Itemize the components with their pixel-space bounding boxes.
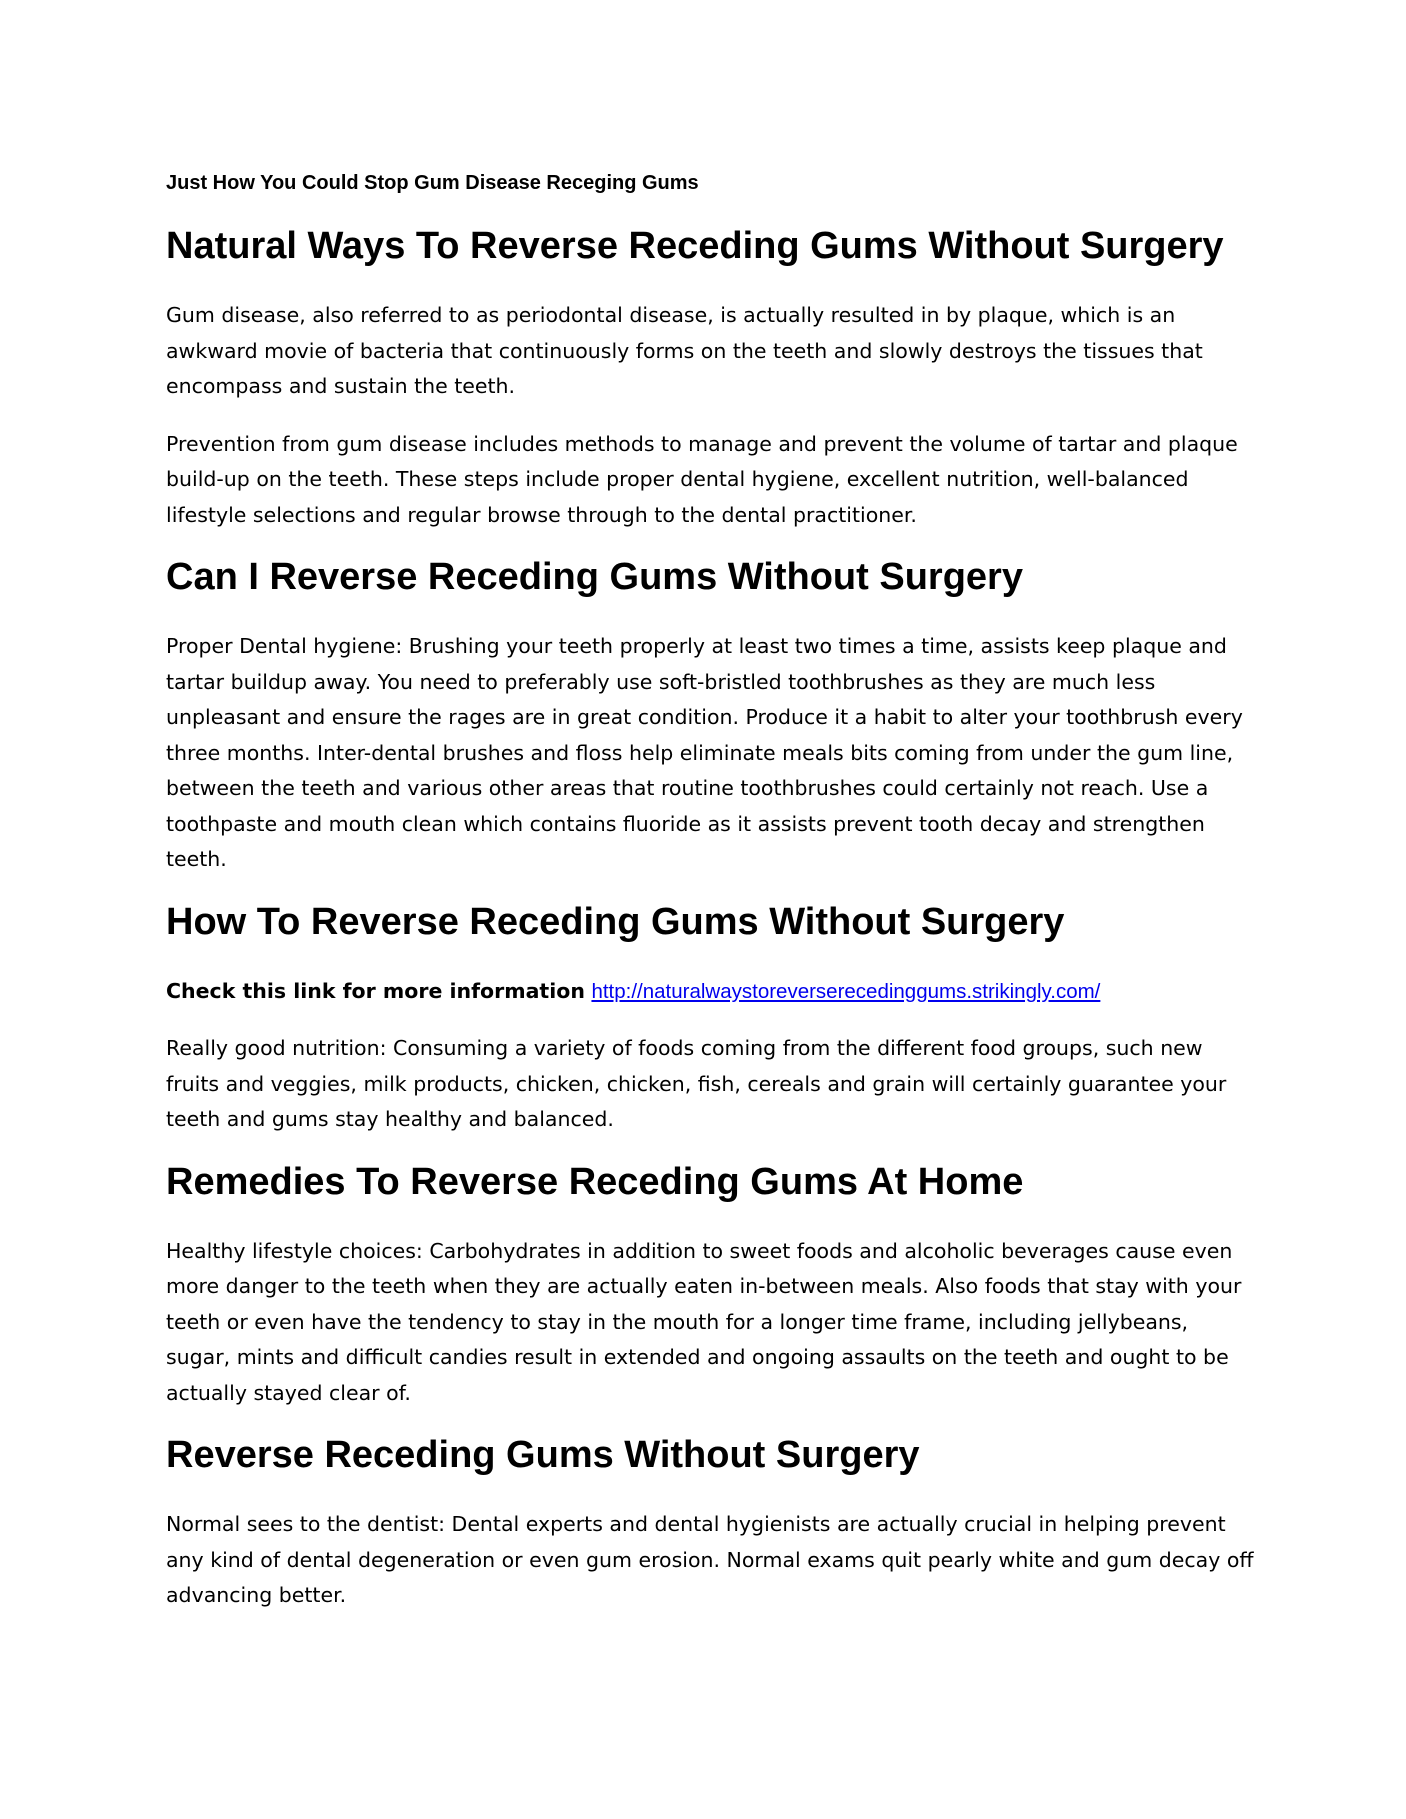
document-page: [166, 162, 1256, 1614]
info-link-lead: Check this link for more information: [166, 978, 585, 1003]
paragraph-lifestyle-choices: Healthy lifestyle choices: Carbohydrates in addition to sweet foods and alcoholic beverages cause even more danger to the teeth when they are actually eaten in-between meals. Also foods that stay with your teeth or even have the tendency to stay in the mouth for a longer time frame, including jellybeans, sugar, mints and difficult candies result in extended and ongoing assaults on the teeth and ought to be actually stayed clear of.: [166, 1238, 1242, 1405]
section-heading-remedies-at-home: Remedies To Reverse Receding Gums At Home: [166, 1160, 1024, 1203]
info-link-line: [166, 974, 1256, 1010]
section-heading-natural-ways: Natural Ways To Reverse Receding Gums Without Surgery: [166, 225, 1224, 267]
paragraph-gum-disease-intro: Gum disease, also referred to as periodontal disease, is actually resulted in by plaque, which is an awkward movie of bacteria that continuously forms on the teeth and slowly destroys the tissues that encompass and sustain the teeth.: [166, 303, 1203, 398]
section-heading-can-i-reverse: Can I Reverse Receding Gums Without Surgery: [166, 556, 1023, 598]
paragraph-prevention: Prevention from gum disease includes methods to manage and prevent the volume of tartar and plaque build-up on the teeth. These steps include proper dental hygiene, excellent nutrition, well-balanced lifestyle selections and regular browse through to the dental practitioner.: [166, 431, 1238, 527]
document-kicker: Just How You Could Stop Gum Disease Receging Gums: [166, 172, 699, 194]
paragraph-nutrition: Really good nutrition: Consuming a variety of foods coming from the different food groups, such new fruits and veggies, milk products, chicken, chicken, fish, cereals and grain will certainly guarantee your teeth and gums stay healthy and balanced.: [166, 1036, 1227, 1131]
paragraph-dental-hygiene: Proper Dental hygiene: Brushing your teeth properly at least two times a time, assists keep plaque and tartar buildup away. You need to preferably use soft-bristled toothbrushes as they are much less unpleasant and ensure the rages are in great condition. Produce it a habit to alter your toothbrush every three months. Inter-dental brushes and floss help eliminate meals bits coming from under the gum line, between the teeth and various other areas that routine toothbrushes could certainly not reach. Use a toothpaste and mouth clean which contains fluoride as it assists prevent tooth decay and strengthen teeth.: [166, 634, 1243, 871]
section-heading-without-surgery: Reverse Receding Gums Without Surgery: [166, 1434, 920, 1476]
info-link[interactable]: http://naturalwaystoreverserecedinggums.strikingly.com/: [591, 979, 1101, 1003]
paragraph-dentist-visits: Normal sees to the dentist: Dental experts and dental hygienists are actually crucial in helping prevent any kind of dental degeneration or even gum erosion. Normal exams quit pearly white and gum decay off advancing better.: [166, 1512, 1254, 1607]
section-heading-how-to-reverse: How To Reverse Receding Gums Without Surgery: [166, 900, 1065, 943]
